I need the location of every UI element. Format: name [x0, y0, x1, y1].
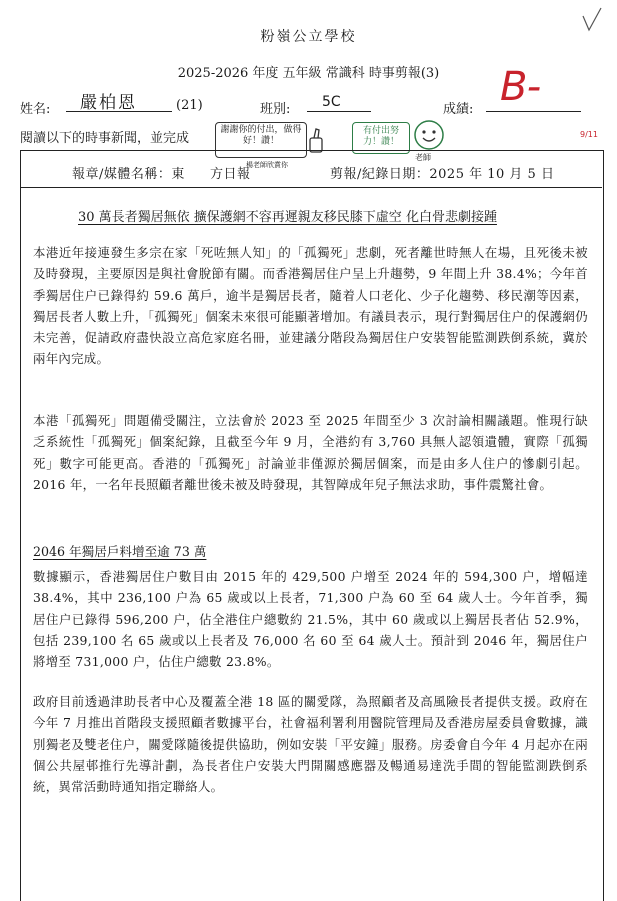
meta-divider — [20, 187, 602, 188]
article-paragraph-1: 本港近年接連發生多宗在家「死咗無人知」的「孤獨死」悲劇，死者離世時無人在場，且死後未被及時發現，主要原因是與社會脫節有關。而香港獨居住户呈上升趨勢，9 年間上升 38.4%；今年首季獨居住户已錄得約 59.6 萬戶，逾半是獨居長者，隨着人口老化、少子化趨勢、移民潮等因素，獨居長者人數上升，「孤獨死」個案未來很可能顯著增加。有議員表示，現行對獨居住户的保護網仍未完善，促請政府盡快設立高危家庭名冊，並建議分階段為獨居住户安裝智能監測跌倒系統，冀於兩年內完成。 — [33, 245, 588, 367]
effort-sticker-text: 有付出努力！讚！ — [362, 126, 399, 147]
avatar-caption: 老師 — [415, 153, 431, 162]
article-paragraph-2: 本港「孤獨死」問題備受關注，立法會於 2023 至 2025 年間至少 3 次討論相關議題。惟現行缺乏系統性「孤獨死」個案紀錄，且截至今年 9 月，全港約有 3,760 具無人認領遺體，實際「孤獨死」數字可能更高。香港的「孤獨死」討論並非僅源於獨居個案，而是由多人住户的慘劇引起。2016 年，一名年長照顧者離世後未被及時發現，其智障成年兒子無法求助，事件震驚社會。 — [33, 413, 588, 492]
praise-sticker-text: 謝謝你的付出，做得好！讚！ — [220, 125, 302, 146]
grade-label: 成績: — [443, 102, 474, 117]
grade-score: 9/11 — [580, 130, 598, 139]
class-value: 5C — [322, 94, 341, 110]
source-value: 方日報 — [210, 167, 251, 182]
student-name: 嚴柏恩 — [80, 93, 137, 113]
praise-sticker-footer: 楊老師欣賞你 — [246, 161, 288, 169]
clipping-date: 剪報/紀錄日期：2025 年 10 月 5 日 — [330, 167, 555, 182]
class-label: 班別: — [260, 102, 291, 117]
source-label: 報章/媒體名稱：東 — [72, 167, 185, 182]
article-subheading: 2046 年獨居戶料增至逾 73 萬 — [33, 544, 207, 559]
instruction-text: 閱讀以下的時事新聞，並完成 — [20, 131, 190, 146]
class-number: (21) — [176, 98, 203, 113]
worksheet-title: 2025-2026 年度 五年級 常識科 時事剪報(3) — [177, 66, 440, 81]
smiley-face-icon — [412, 118, 446, 152]
article-headline: 30 萬長者獨居無依 擴保護網不容再遲親友移民膝下虛空 化白骨悲劇接踵 — [78, 210, 497, 225]
grade-value: B- — [500, 64, 542, 110]
article-paragraph-4: 政府目前透過津助長者中心及覆蓋全港 18 區的關愛隊，為照顧者及高風險長者提供支援。政府在今年 7 月推出首階段支援照顧者數據平台，社會福利署利用醫院管理局及香港房屋委員會數據，識別獨老及雙老住户，關愛隊隨後提供協助，例如安裝「平安鐘」服務。房委會自今年 4 月起亦在兩個公共屋邨推行先導計劃，為長者住户安裝大門開關感應器及暢通易達洗手間的智能監測跌倒系統，異常活動時通知指定聯絡人。 — [33, 694, 588, 795]
name-label: 姓名: — [20, 102, 51, 117]
grade-underline — [486, 111, 581, 112]
class-underline — [307, 111, 371, 112]
article-paragraph-3: 數據顯示，香港獨居住户數目由 2015 年的 429,500 户增至 2024 年的 594,300 户，增幅達 38.4%，其中 236,100 户為 65 歲或以上長者，71,300 户為 60 至 64 歲人士。今年首季，獨居住户已錄得 596,200 户，佔全港住户總數約 21.5%，其中 60 歲或以上獨居長者佔 52.9%，包括 239,100 名 65 歲或以上長者及 76,000 名 60 至 64 歲人士。預計到 2046 年，獨居住户將增至 731,000 户，佔住户總數 23.8%。 — [33, 569, 588, 670]
school-name: 粉嶺公立學校 — [260, 29, 357, 45]
